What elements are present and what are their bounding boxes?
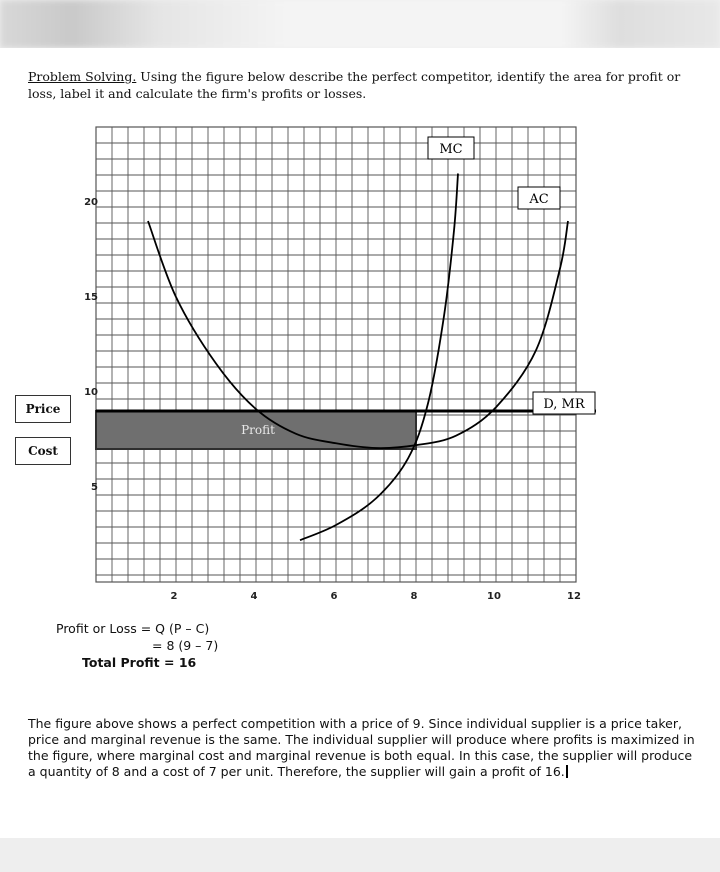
y-tick-label: 10 xyxy=(84,387,98,398)
explanation-paragraph xyxy=(28,716,698,780)
profit-calculation xyxy=(56,620,218,671)
problem-lead: Problem Solving. xyxy=(28,69,137,84)
calc-substitution: = 8 (9 – 7) xyxy=(152,638,219,653)
y-tick-label: 5 xyxy=(91,482,98,493)
price-label-box xyxy=(15,395,71,423)
x-tick-label: 2 xyxy=(170,591,178,602)
y-tick-label: 15 xyxy=(84,292,98,303)
problem-text: Using the figure below describe the perfect competitor, identify the area for profit or loss, label it and calculate the firm's profits or losses. xyxy=(28,69,681,101)
mc-label: MC xyxy=(439,142,463,157)
x-tick-label: 8 xyxy=(410,591,418,602)
price-label: Price xyxy=(25,402,61,416)
cost-label-box xyxy=(15,437,71,465)
calc-total: Total Profit = 16 xyxy=(82,655,197,670)
dmr-label: D, MR xyxy=(543,397,585,412)
cost-label: Cost xyxy=(28,444,58,458)
x-tick-label: 10 xyxy=(487,591,501,602)
text-cursor[interactable] xyxy=(566,765,568,778)
ac-label: AC xyxy=(529,192,549,207)
x-tick-label: 4 xyxy=(250,591,258,602)
y-tick-label: 20 xyxy=(84,197,98,208)
x-tick-label: 12 xyxy=(567,591,581,602)
calc-formula: Profit or Loss = Q (P – C) xyxy=(56,621,210,636)
x-tick-label: 6 xyxy=(330,591,338,602)
profit-area-label: Profit xyxy=(241,423,275,437)
explanation-text: The figure above shows a perfect competition with a price of 9. Since individual supplier is a price taker, price and marginal revenue is the same. The individual supplier will produce where profits is maximized in the figure, where marginal cost and marginal revenue is both equal. In this case, the supplier will produce a quantity of 8 and a cost of 7 per unit. Therefore, the supplier will gain a profit of 16. xyxy=(28,716,695,779)
